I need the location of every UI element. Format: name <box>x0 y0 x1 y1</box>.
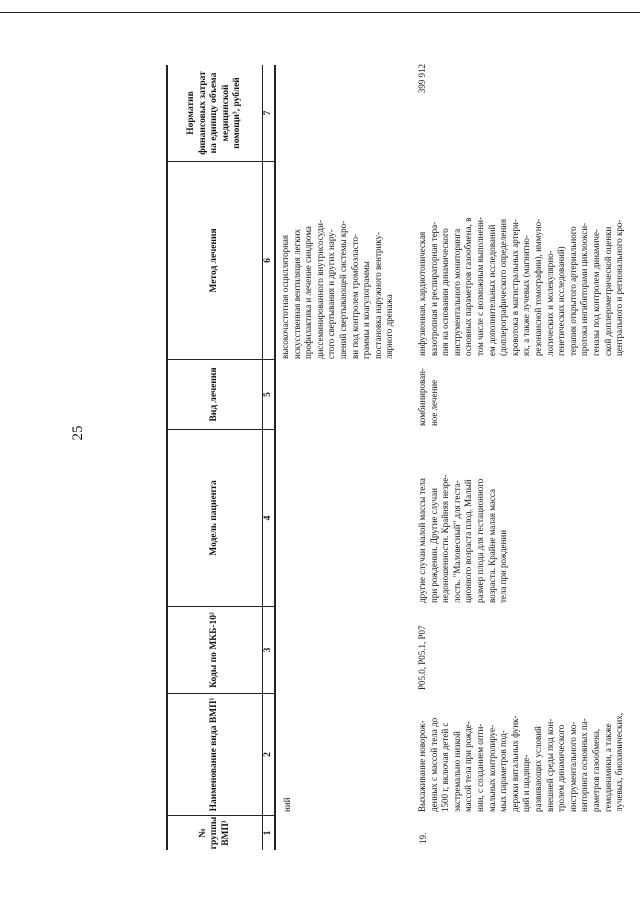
method-text-line: резонансной томографии), иммуно- <box>532 218 543 356</box>
method-text-line: ви под контролем тромбоэласто- <box>349 233 360 359</box>
header-icd-codes: Коды по МКБ-10² <box>209 612 220 688</box>
row19-icd-codes: P05.0, P05.1, P07 <box>417 625 427 690</box>
method-text-line: инфузионная, кардиотоническая <box>417 231 427 356</box>
method-text-line: геназы под контролем динамиче- <box>590 229 601 356</box>
patient-model-text-line: при рождении. Другие случаи <box>428 488 439 603</box>
method-text-line: кровотока в магистральных артери- <box>509 219 520 356</box>
row19-vmp-name <box>417 694 625 812</box>
method-text-line: (доплерографического определения <box>498 218 509 356</box>
patient-model-text-line: возраста. Крайне малая масса <box>486 489 497 603</box>
vmp-name-text-line: держки витальных функ- <box>509 715 520 812</box>
rotated-table <box>166 64 625 850</box>
col-number: 5 <box>263 392 273 397</box>
continuation-name-tail: ний <box>282 797 292 812</box>
top-rule <box>0 12 640 13</box>
row19-treatment-method <box>417 162 625 356</box>
method-text-line: генетических исследований) <box>556 246 567 356</box>
method-text-line: том числе с возможным выполнени- <box>474 217 485 356</box>
header-treatment-method: Метод лечения <box>209 228 220 293</box>
vmp-name-text-line: массой тела при рожде- <box>463 721 474 812</box>
numbers-bottom-border <box>274 65 276 850</box>
vmp-name-text-line: экстремально низкой <box>451 731 462 812</box>
vmp-name-text-line: ниторинга основных па- <box>579 718 590 812</box>
row19-treatment-type <box>417 360 447 426</box>
row19-patient-model <box>417 433 517 603</box>
method-text-line: профилактика и лечение синдрома <box>303 226 314 359</box>
col-number: 1 <box>263 830 273 836</box>
vmp-name-text-line: нии, с созданием опти- <box>474 723 485 812</box>
method-text-line: высокочастотная осцилляторная <box>280 234 290 359</box>
method-text-line: пия на основании динамического <box>440 228 451 356</box>
method-text-line: центрального и регионального кро- <box>614 219 625 356</box>
vmp-name-text-line: тролем динамического <box>556 724 567 812</box>
vmp-name-text-line: раметров газообмена, <box>590 728 601 812</box>
vmp-name-text-line: 1500 г, включая детей с <box>440 722 451 812</box>
method-text-line: диссеминированного внутрисосуди- <box>314 220 325 359</box>
vmp-name-text-line: ций и щадяще- <box>521 754 532 812</box>
method-text-line: протока ингибиторами циклоокси- <box>579 222 590 356</box>
method-text-line: ской доплерометрической оценки <box>602 226 613 356</box>
method-text-line: инструментального мониторинга <box>451 228 462 356</box>
col-number: 6 <box>263 258 273 263</box>
header-cost-standard: Норматив финансовых затрат на единицу объема медицинской помощи³, рублей <box>186 71 243 155</box>
col-number: 3 <box>263 647 273 653</box>
vmp-name-text-line: мальных контролируе- <box>486 724 497 812</box>
patient-model-text-line: недоношенности. Крайняя незре- <box>440 474 451 603</box>
method-text-line: шений свертывающей системы кро- <box>337 220 348 359</box>
method-text-line: ем дополнительных исследований <box>486 224 497 356</box>
method-text-line: граммы и коагулограммы <box>361 261 372 359</box>
vmp-name-text-line: лучевых, биохимических, <box>614 713 625 812</box>
header-vmp-name: Наименование вида ВМП¹ <box>209 697 220 812</box>
method-text-line: логических и молекулярно- <box>544 250 555 356</box>
method-text-line: ях, а также лучевых (магнитно- <box>521 235 532 356</box>
patient-model-text-line: другие случаи малой массы тела <box>417 478 427 603</box>
method-text-line: лярного дренажа <box>384 294 395 359</box>
method-text-line: вазотропная и респираторная тера- <box>428 221 439 356</box>
treatment-type-text-line: ное лечение <box>428 379 439 426</box>
continuation-method <box>280 162 410 359</box>
patient-model-text-line: размер плода для гестационного <box>474 478 485 603</box>
method-text-line: основных параметров газообмена, в <box>463 217 474 356</box>
header-group-number: № группы ВМП¹ <box>197 816 231 850</box>
method-text-line: стого свертывания и других нару- <box>326 229 337 359</box>
vmp-name-text-line: Выхаживание новорож- <box>417 720 427 812</box>
vmp-name-text-line: развивающих условий <box>532 726 543 812</box>
col-number: 7 <box>263 110 273 116</box>
patient-model-text-line: лость. "Маловесный" для геста- <box>451 480 462 603</box>
col-number: 2 <box>263 752 273 757</box>
method-text-line: постановка наружного вентрику- <box>372 231 383 359</box>
patient-model-text-line: ционного возраста плод. Малый <box>463 479 474 603</box>
treatment-type-text-line: комбинирован- <box>417 368 427 426</box>
header-patient-model: Модель пациента <box>209 480 220 556</box>
vmp-name-text-line: инструментального мо- <box>567 721 578 812</box>
page-number: 25 <box>70 425 86 441</box>
method-text-line: искусственная вентиляция легких <box>291 229 302 359</box>
col-number: 4 <box>263 515 273 521</box>
vmp-name-text-line: мых параметров под- <box>498 730 509 812</box>
row19-group-number: 19. <box>418 832 428 844</box>
vmp-name-text-line: внешней среды под кон- <box>544 718 555 812</box>
method-text-line: терапия открытого артериального <box>567 226 578 356</box>
header-treatment-type: Вид лечения <box>209 367 220 422</box>
vmp-name-text-line: денных с массой тела до <box>428 717 439 812</box>
vmp-name-text-line: гемодинамики, а также <box>602 723 613 812</box>
patient-model-text-line: тела при рождении <box>498 529 509 603</box>
row19-cost: 399 912 <box>417 64 427 94</box>
